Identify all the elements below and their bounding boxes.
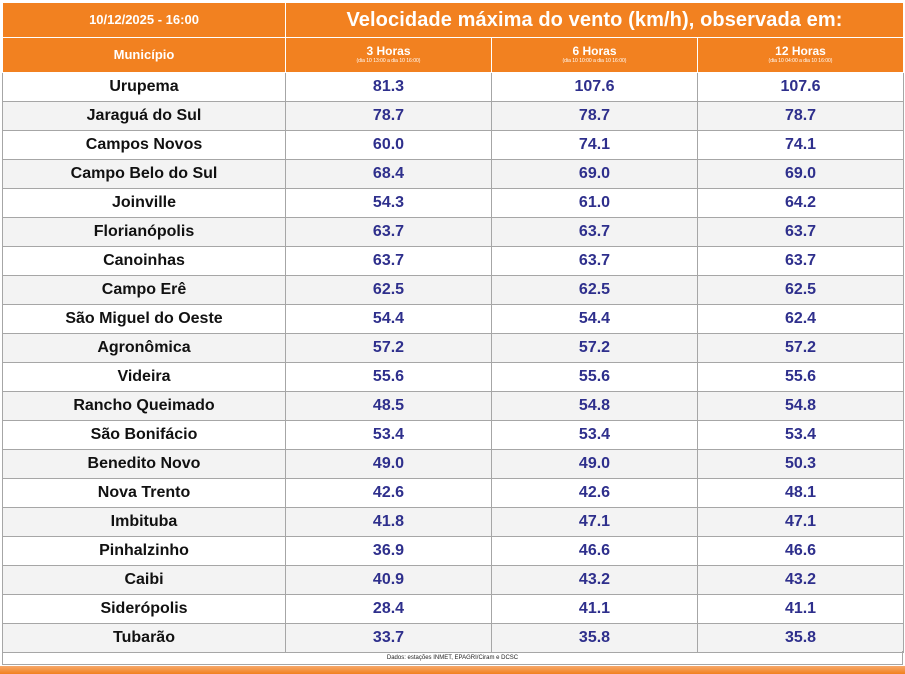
value-3h-cell: 28.4 [286, 595, 492, 624]
table-row [3, 160, 904, 189]
value-12h-cell: 62.4 [698, 305, 904, 334]
value-12h-cell: 74.1 [698, 131, 904, 160]
value-6h-cell: 35.8 [492, 624, 698, 653]
table-row [3, 131, 904, 160]
table-row [3, 334, 904, 363]
municipio-cell: Nova Trento [3, 479, 286, 508]
municipio-cell: Benedito Novo [3, 450, 286, 479]
header-12h-label: 12 Horas [775, 44, 826, 58]
value-12h-cell: 41.1 [698, 595, 904, 624]
municipio-cell: Agronômica [3, 334, 286, 363]
table-row [3, 508, 904, 537]
wind-speed-table [2, 2, 904, 653]
municipio-cell: Florianópolis [3, 218, 286, 247]
value-12h-cell: 48.1 [698, 479, 904, 508]
value-6h-cell: 42.6 [492, 479, 698, 508]
value-12h-cell: 55.6 [698, 363, 904, 392]
table-row [3, 624, 904, 653]
header-municipio [3, 38, 286, 73]
municipio-cell: Tubarão [3, 624, 286, 653]
table-row [3, 276, 904, 305]
table-row [3, 537, 904, 566]
value-3h-cell: 57.2 [286, 334, 492, 363]
value-3h-cell: 54.4 [286, 305, 492, 334]
value-3h-cell: 49.0 [286, 450, 492, 479]
value-12h-cell: 46.6 [698, 537, 904, 566]
table-row [3, 189, 904, 218]
municipio-cell: São Bonifácio [3, 421, 286, 450]
title-cell [286, 3, 904, 38]
value-12h-cell: 62.5 [698, 276, 904, 305]
value-12h-cell: 50.3 [698, 450, 904, 479]
value-3h-cell: 54.3 [286, 189, 492, 218]
municipio-cell: Videira [3, 363, 286, 392]
municipio-cell: Canoinhas [3, 247, 286, 276]
table-row [3, 363, 904, 392]
value-3h-cell: 40.9 [286, 566, 492, 595]
header-6h [492, 38, 698, 73]
value-6h-cell: 62.5 [492, 276, 698, 305]
value-12h-cell: 64.2 [698, 189, 904, 218]
timestamp-cell [3, 3, 286, 38]
municipio-cell: Pinhalzinho [3, 537, 286, 566]
value-6h-cell: 69.0 [492, 160, 698, 189]
municipio-cell: Jaraguá do Sul [3, 102, 286, 131]
value-6h-cell: 55.6 [492, 363, 698, 392]
header-12h [698, 38, 904, 73]
header-6h-range: (dia 10 10:00 a dia 10 16:00) [562, 58, 627, 64]
value-6h-cell: 61.0 [492, 189, 698, 218]
header-municipio-label: Município [113, 47, 175, 62]
value-6h-cell: 54.4 [492, 305, 698, 334]
table-row [3, 421, 904, 450]
municipio-cell: Urupema [3, 73, 286, 102]
value-6h-cell: 41.1 [492, 595, 698, 624]
value-3h-cell: 63.7 [286, 218, 492, 247]
value-12h-cell: 43.2 [698, 566, 904, 595]
table-row [3, 73, 904, 102]
value-6h-cell: 53.4 [492, 421, 698, 450]
title-row [3, 3, 904, 38]
value-3h-cell: 53.4 [286, 421, 492, 450]
table-row [3, 566, 904, 595]
value-3h-cell: 42.6 [286, 479, 492, 508]
value-12h-cell: 63.7 [698, 218, 904, 247]
value-3h-cell: 48.5 [286, 392, 492, 421]
value-3h-cell: 81.3 [286, 73, 492, 102]
page-title: Velocidade máxima do vento (km/h), observada em: [346, 8, 843, 31]
value-6h-cell: 54.8 [492, 392, 698, 421]
table-row [3, 102, 904, 131]
value-6h-cell: 78.7 [492, 102, 698, 131]
municipio-cell: Rancho Queimado [3, 392, 286, 421]
value-3h-cell: 63.7 [286, 247, 492, 276]
value-12h-cell: 78.7 [698, 102, 904, 131]
value-6h-cell: 47.1 [492, 508, 698, 537]
value-3h-cell: 78.7 [286, 102, 492, 131]
value-6h-cell: 49.0 [492, 450, 698, 479]
value-12h-cell: 69.0 [698, 160, 904, 189]
value-12h-cell: 54.8 [698, 392, 904, 421]
municipio-cell: Imbituba [3, 508, 286, 537]
value-3h-cell: 55.6 [286, 363, 492, 392]
value-6h-cell: 107.6 [492, 73, 698, 102]
value-12h-cell: 57.2 [698, 334, 904, 363]
value-3h-cell: 41.8 [286, 508, 492, 537]
value-6h-cell: 46.6 [492, 537, 698, 566]
municipio-cell: Siderópolis [3, 595, 286, 624]
data-source-note: Dados: estações INMET, EPAGRI/Ciram e DCSC [2, 651, 903, 665]
value-6h-cell: 74.1 [492, 131, 698, 160]
value-3h-cell: 60.0 [286, 131, 492, 160]
municipio-cell: Joinville [3, 189, 286, 218]
municipio-cell: São Miguel do Oeste [3, 305, 286, 334]
header-6h-label: 6 Horas [572, 44, 617, 58]
column-header-row [3, 38, 904, 73]
municipio-cell: Campos Novos [3, 131, 286, 160]
value-6h-cell: 63.7 [492, 218, 698, 247]
value-12h-cell: 107.6 [698, 73, 904, 102]
value-12h-cell: 53.4 [698, 421, 904, 450]
header-12h-range: (dia 10 04:00 a dia 10 16:00) [768, 58, 833, 64]
header-3h [286, 38, 492, 73]
municipio-cell: Campo Belo do Sul [3, 160, 286, 189]
table-row [3, 595, 904, 624]
value-6h-cell: 43.2 [492, 566, 698, 595]
municipio-cell: Campo Erê [3, 276, 286, 305]
value-3h-cell: 33.7 [286, 624, 492, 653]
table-row [3, 218, 904, 247]
value-3h-cell: 68.4 [286, 160, 492, 189]
value-6h-cell: 57.2 [492, 334, 698, 363]
header-3h-label: 3 Horas [366, 44, 411, 58]
value-3h-cell: 36.9 [286, 537, 492, 566]
timestamp: 10/12/2025 - 16:00 [89, 12, 199, 27]
table-row [3, 247, 904, 276]
table-row [3, 305, 904, 334]
value-12h-cell: 35.8 [698, 624, 904, 653]
header-3h-range: (dia 10 13:00 a dia 10 16:00) [356, 58, 421, 64]
table-row [3, 479, 904, 508]
value-6h-cell: 63.7 [492, 247, 698, 276]
value-12h-cell: 47.1 [698, 508, 904, 537]
table-row [3, 450, 904, 479]
table-row [3, 392, 904, 421]
value-3h-cell: 62.5 [286, 276, 492, 305]
value-12h-cell: 63.7 [698, 247, 904, 276]
bottom-accent-bar [0, 666, 905, 674]
municipio-cell: Caibi [3, 566, 286, 595]
